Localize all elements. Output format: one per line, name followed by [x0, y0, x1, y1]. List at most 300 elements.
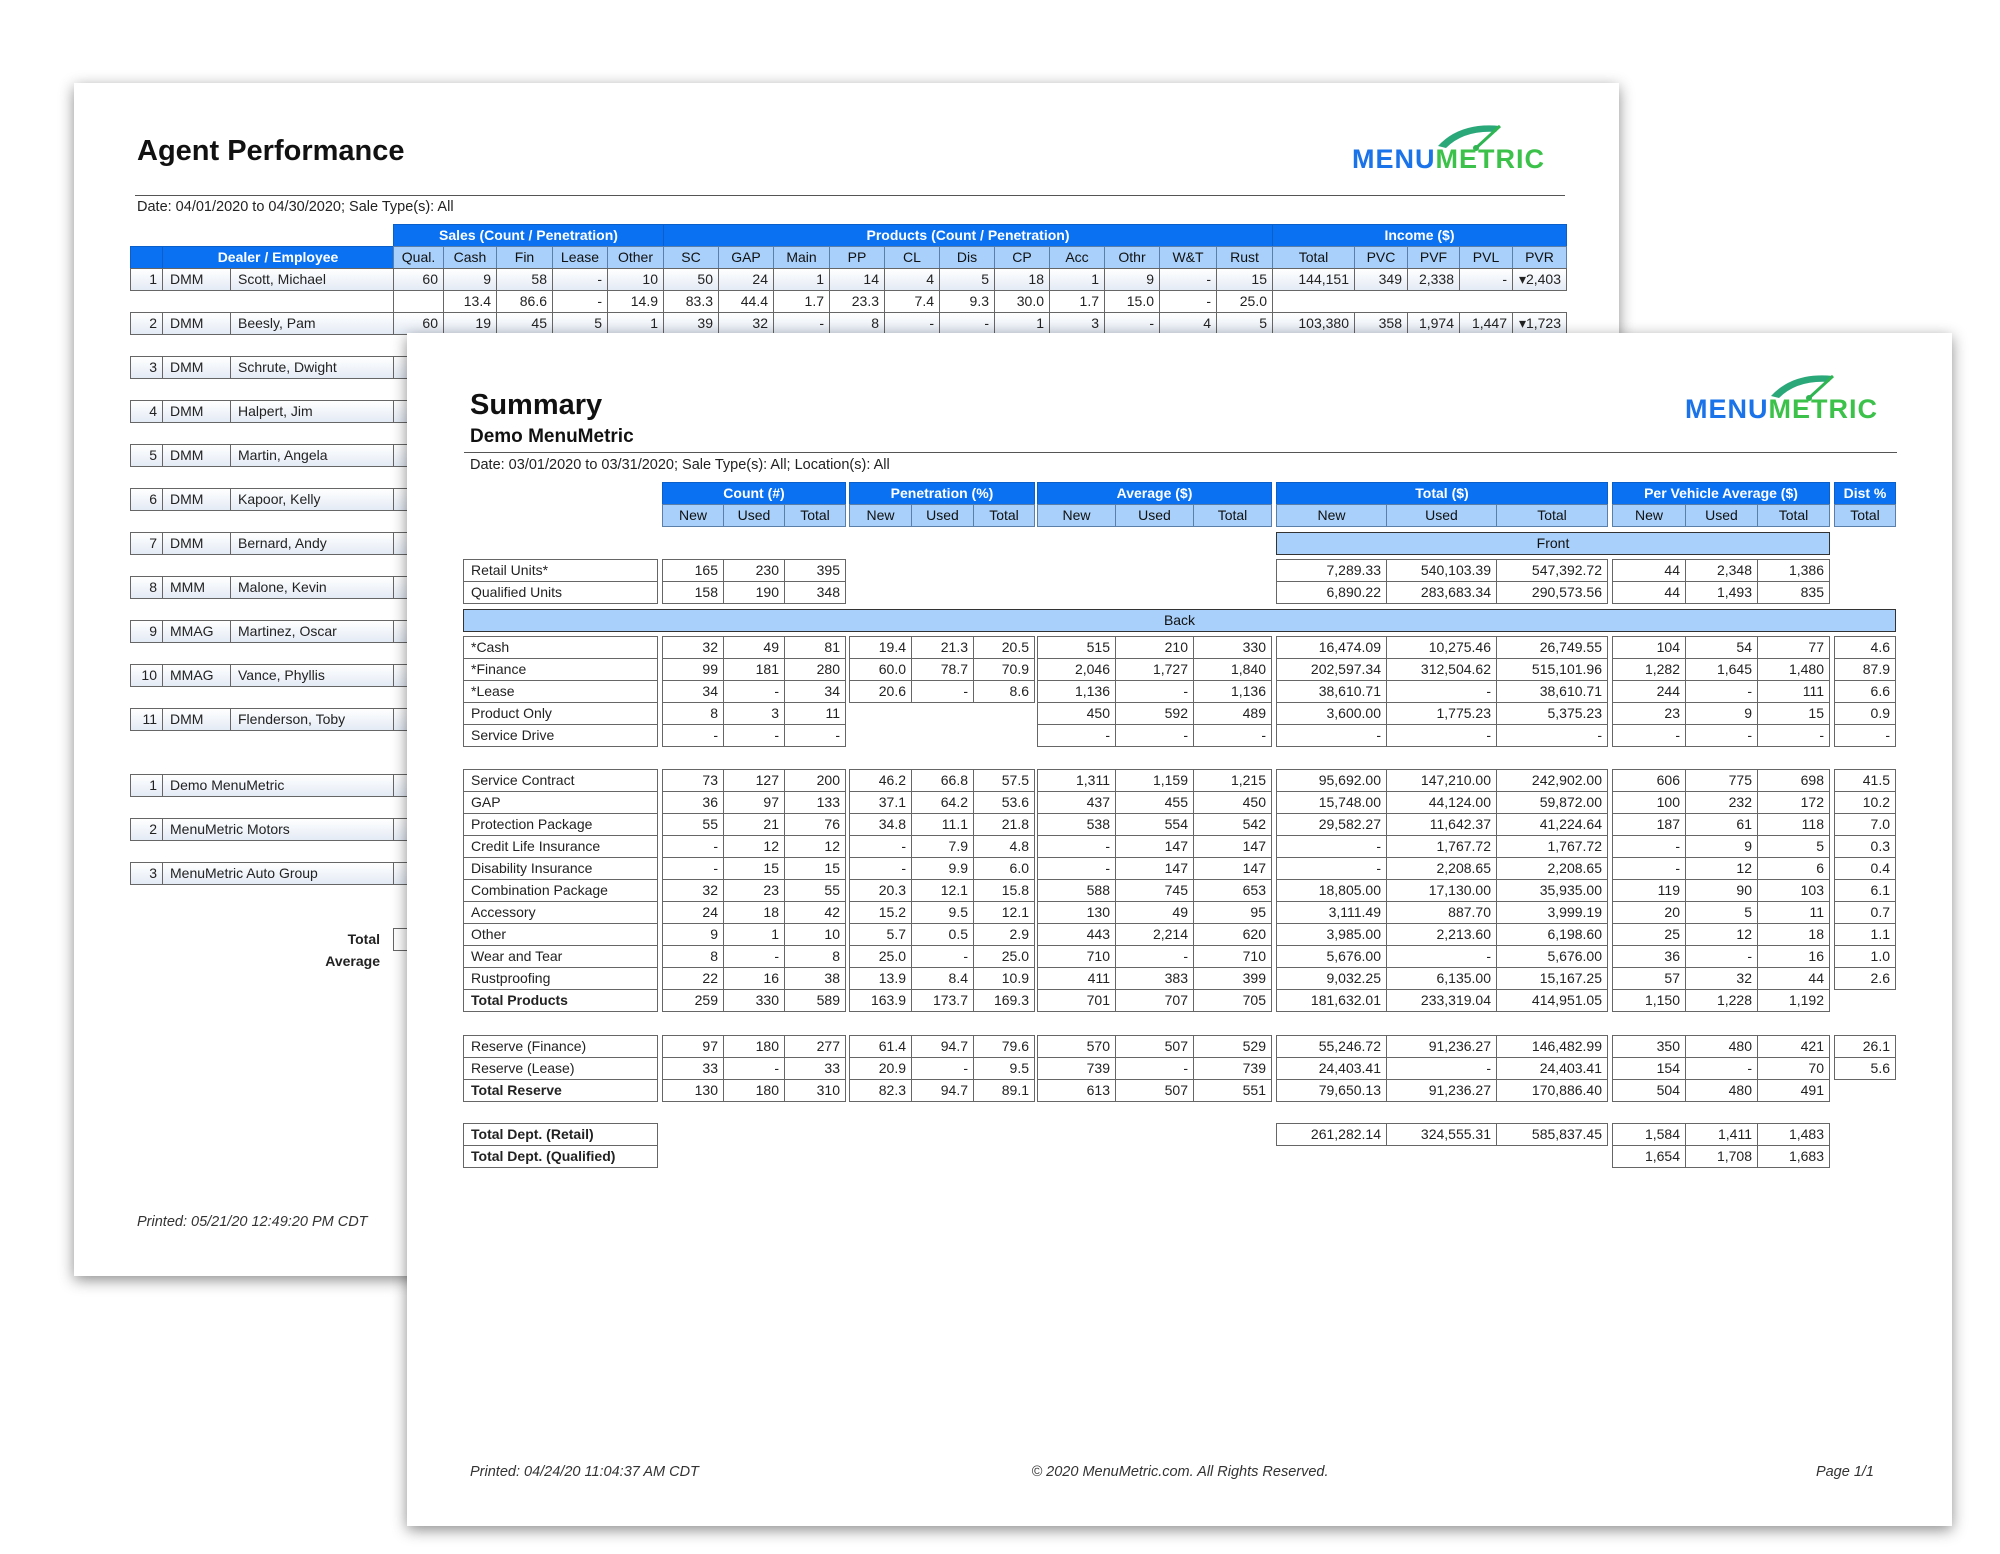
pva-cell: 835 [1757, 581, 1830, 604]
dealer-name: MenuMetric Motors [162, 818, 394, 841]
count-cell: 200 [784, 769, 846, 792]
average-label: Average [325, 953, 380, 969]
pen-cell: - [911, 945, 974, 968]
penetration-cell [393, 290, 444, 313]
total-cell: 15,167.25 [1496, 967, 1608, 990]
total-cell: 38,610.71 [1496, 680, 1608, 703]
pva-cell: 11 [1757, 901, 1830, 924]
penetration-cell: 30.0 [994, 290, 1050, 313]
row-label: Rustproofing [463, 967, 658, 990]
row-number: 6 [130, 488, 163, 511]
pva-cell: 5 [1685, 901, 1758, 924]
count-cell: 11 [784, 702, 846, 725]
total-cell: 887.70 [1386, 901, 1497, 924]
count-cell: 49 [723, 636, 785, 659]
count-cell: 130 [662, 1079, 724, 1102]
pva-cell: - [1757, 724, 1830, 747]
avg-cell: - [1037, 724, 1116, 747]
column-header-avg: New [1037, 504, 1116, 527]
count-cell: 589 [784, 989, 846, 1012]
svg-text:MENUMETRIC: MENUMETRIC [1685, 394, 1878, 424]
column-header: SC [663, 246, 719, 269]
section-band-front: Front [1276, 532, 1830, 555]
row-number: 2 [130, 818, 163, 841]
avg-cell: 1,311 [1037, 769, 1116, 792]
pva-cell: 61 [1685, 813, 1758, 836]
pen-cell: 20.5 [973, 636, 1035, 659]
count-cell: 133 [784, 791, 846, 814]
column-header-count: Total [784, 504, 846, 527]
menumetric-logo [1683, 370, 1893, 426]
pva-cell: 100 [1612, 791, 1686, 814]
avg-cell: 383 [1115, 967, 1194, 990]
count-cell: 81 [784, 636, 846, 659]
pva-cell: 504 [1612, 1079, 1686, 1102]
avg-cell: 455 [1115, 791, 1194, 814]
column-header-dist: Total [1834, 504, 1896, 527]
group-header-count: Count (#) [662, 482, 846, 505]
count-cell: 1 [773, 268, 830, 291]
count-cell: 73 [662, 769, 724, 792]
pva-cell: 1,386 [1757, 559, 1830, 582]
dist-cell: 41.5 [1834, 769, 1896, 792]
pen-cell: 94.7 [911, 1035, 974, 1058]
count-cell: 349 [1354, 268, 1408, 291]
pva-cell: 18 [1757, 923, 1830, 946]
count-cell: 34 [662, 680, 724, 703]
pen-cell: 79.6 [973, 1035, 1035, 1058]
avg-cell: 1,136 [1037, 680, 1116, 703]
column-header-number [130, 246, 163, 269]
count-cell: - [884, 312, 940, 335]
total-cell: 5,676.00 [1276, 945, 1387, 968]
row-label: Qualified Units [463, 581, 658, 604]
pva-cell: 154 [1612, 1057, 1686, 1080]
row-label: Reserve (Finance) [463, 1035, 658, 1058]
penetration-cell: 83.3 [663, 290, 719, 313]
count-cell: 1 [1049, 268, 1105, 291]
count-cell: 8 [784, 945, 846, 968]
penetration-cell: - [552, 290, 608, 313]
pva-cell: 1,584 [1612, 1123, 1686, 1146]
total-cell: 3,600.00 [1276, 702, 1387, 725]
column-header: Othr [1104, 246, 1160, 269]
count-cell: - [1104, 312, 1160, 335]
penetration-cell: - [1159, 290, 1217, 313]
dealer-code: DMM [162, 708, 231, 731]
count-cell: 18 [994, 268, 1050, 291]
count-cell: 24 [718, 268, 774, 291]
count-cell: 1,447 [1459, 312, 1513, 335]
pen-cell: 5.7 [849, 923, 912, 946]
avg-cell: 745 [1115, 879, 1194, 902]
pva-cell: 111 [1757, 680, 1830, 703]
pen-cell: - [911, 680, 974, 703]
count-cell: 42 [784, 901, 846, 924]
avg-cell: 592 [1115, 702, 1194, 725]
avg-cell: 450 [1037, 702, 1116, 725]
count-cell: 180 [723, 1079, 785, 1102]
pva-cell: 1,645 [1685, 658, 1758, 681]
column-header: PP [829, 246, 885, 269]
dist-cell: 87.9 [1834, 658, 1896, 681]
row-label: *Finance [463, 658, 658, 681]
avg-cell: 613 [1037, 1079, 1116, 1102]
count-cell: - [723, 724, 785, 747]
pen-cell: 34.8 [849, 813, 912, 836]
pen-cell: 2.9 [973, 923, 1035, 946]
pva-cell: - [1612, 835, 1686, 858]
column-header-pen: New [849, 504, 912, 527]
avg-cell: 411 [1037, 967, 1116, 990]
column-header-count: Used [723, 504, 785, 527]
dealer-code: DMM [162, 312, 231, 335]
pva-cell: 775 [1685, 769, 1758, 792]
total-cell: - [1386, 945, 1497, 968]
count-cell: 190 [723, 581, 785, 604]
total-cell: 35,935.00 [1496, 879, 1608, 902]
column-header: Fin [496, 246, 553, 269]
total-cell: 540,103.39 [1386, 559, 1497, 582]
count-cell: 45 [496, 312, 553, 335]
pen-cell: 20.6 [849, 680, 912, 703]
employee-name: Bernard, Andy [230, 532, 394, 555]
total-cell: 202,597.34 [1276, 658, 1387, 681]
count-cell: 5 [1216, 312, 1273, 335]
group-header-products: Products (Count / Penetration) [663, 224, 1273, 247]
group-header-income: Income ($) [1272, 224, 1567, 247]
count-cell: 32 [662, 879, 724, 902]
pen-cell: 6.0 [973, 857, 1035, 880]
total-cell: 24,403.41 [1276, 1057, 1387, 1080]
total-cell: 44,124.00 [1386, 791, 1497, 814]
pen-cell: 78.7 [911, 658, 974, 681]
avg-cell: - [1115, 945, 1194, 968]
avg-cell: 653 [1193, 879, 1272, 902]
pen-cell: 10.9 [973, 967, 1035, 990]
column-header: PVL [1459, 246, 1513, 269]
group-header-pen: Penetration (%) [849, 482, 1035, 505]
dealer-code: DMM [162, 268, 231, 291]
total-cell: - [1276, 724, 1387, 747]
count-cell: 60 [393, 312, 444, 335]
avg-cell: - [1115, 724, 1194, 747]
dealer-name: MenuMetric Auto Group [162, 862, 394, 885]
total-cell: 170,886.40 [1496, 1079, 1608, 1102]
pva-cell: 350 [1612, 1035, 1686, 1058]
count-cell: 24 [662, 901, 724, 924]
row-label: Product Only [463, 702, 658, 725]
avg-cell: 147 [1115, 857, 1194, 880]
count-cell: 9 [1104, 268, 1160, 291]
total-label: Total [347, 931, 380, 947]
count-cell: 358 [1354, 312, 1408, 335]
count-cell: - [552, 268, 608, 291]
avg-cell: 551 [1193, 1079, 1272, 1102]
avg-cell: 620 [1193, 923, 1272, 946]
total-cell: 283,683.34 [1386, 581, 1497, 604]
pen-cell: 89.1 [973, 1079, 1035, 1102]
total-cell: 59,872.00 [1496, 791, 1608, 814]
pen-cell: 70.9 [973, 658, 1035, 681]
pva-cell: 1,683 [1757, 1145, 1830, 1168]
pen-cell: 94.7 [911, 1079, 974, 1102]
pva-cell: 15 [1757, 702, 1830, 725]
row-label: Service Contract [463, 769, 658, 792]
pen-cell: 20.3 [849, 879, 912, 902]
total-cell: 6,890.22 [1276, 581, 1387, 604]
total-cell: 7,289.33 [1276, 559, 1387, 582]
count-cell: 19 [443, 312, 497, 335]
pva-cell: 118 [1757, 813, 1830, 836]
pva-cell: 119 [1612, 879, 1686, 902]
total-cell: 91,236.27 [1386, 1035, 1497, 1058]
penetration-cell: 86.6 [496, 290, 553, 313]
count-cell: 33 [662, 1057, 724, 1080]
count-cell: 4 [1159, 312, 1217, 335]
count-cell: 1,974 [1407, 312, 1460, 335]
pen-cell: 169.3 [973, 989, 1035, 1012]
count-cell: 58 [496, 268, 553, 291]
avg-cell: 450 [1193, 791, 1272, 814]
count-cell: 22 [662, 967, 724, 990]
count-cell: 50 [663, 268, 719, 291]
pen-cell: 0.5 [911, 923, 974, 946]
row-label: *Lease [463, 680, 658, 703]
count-cell: 230 [723, 559, 785, 582]
dealer-code: MMAG [162, 620, 231, 643]
pen-cell: 46.2 [849, 769, 912, 792]
column-header: GAP [718, 246, 774, 269]
printed-timestamp: Printed: 04/24/20 11:04:37 AM CDT [470, 1464, 699, 1480]
pva-cell: 232 [1685, 791, 1758, 814]
pva-cell: 606 [1612, 769, 1686, 792]
count-cell: 60 [393, 268, 444, 291]
avg-cell: 1,159 [1115, 769, 1194, 792]
avg-cell: 147 [1193, 857, 1272, 880]
total-cell: 3,985.00 [1276, 923, 1387, 946]
pen-cell: 64.2 [911, 791, 974, 814]
pva-cell: 70 [1757, 1057, 1830, 1080]
pva-cell: 1,282 [1612, 658, 1686, 681]
pen-cell: 12.1 [911, 879, 974, 902]
divider [464, 452, 1897, 453]
row-number: 9 [130, 620, 163, 643]
row-label: GAP [463, 791, 658, 814]
pva-cell: 36 [1612, 945, 1686, 968]
divider [135, 195, 1565, 196]
total-cell: 324,555.31 [1386, 1123, 1497, 1146]
dealer-code: DMM [162, 532, 231, 555]
total-cell: 2,208.65 [1386, 857, 1497, 880]
pen-cell: - [849, 835, 912, 858]
count-cell: 15 [784, 857, 846, 880]
pen-cell: 25.0 [973, 945, 1035, 968]
column-header-avg: Total [1193, 504, 1272, 527]
count-cell: - [723, 945, 785, 968]
column-header-count: New [662, 504, 724, 527]
dist-cell: 0.3 [1834, 835, 1896, 858]
pva-cell: 57 [1612, 967, 1686, 990]
avg-cell: 1,727 [1115, 658, 1194, 681]
pva-cell: 1,654 [1612, 1145, 1686, 1168]
dist-cell: 6.1 [1834, 879, 1896, 902]
row-label: Protection Package [463, 813, 658, 836]
section-band-back: Back [463, 609, 1896, 632]
total-cell: 18,805.00 [1276, 879, 1387, 902]
total-cell: 312,504.62 [1386, 658, 1497, 681]
count-cell: 5 [939, 268, 995, 291]
penetration-cell: 14.9 [607, 290, 664, 313]
pva-cell: 44 [1757, 967, 1830, 990]
avg-cell: 489 [1193, 702, 1272, 725]
count-cell: 277 [784, 1035, 846, 1058]
column-header: Lease [552, 246, 608, 269]
dealer-name: Demo MenuMetric [162, 774, 394, 797]
avg-cell: 443 [1037, 923, 1116, 946]
employee-name: Schrute, Dwight [230, 356, 394, 379]
pva-cell: 1,483 [1757, 1123, 1830, 1146]
count-cell: 33 [784, 1057, 846, 1080]
employee-name: Martinez, Oscar [230, 620, 394, 643]
count-cell: - [662, 835, 724, 858]
total-cell: 1,767.72 [1386, 835, 1497, 858]
column-header-avg: Used [1115, 504, 1194, 527]
avg-cell: 538 [1037, 813, 1116, 836]
count-cell: ▾1,723 [1512, 312, 1567, 335]
avg-cell: 147 [1193, 835, 1272, 858]
pen-cell: 13.9 [849, 967, 912, 990]
avg-cell: 49 [1115, 901, 1194, 924]
count-cell: - [662, 857, 724, 880]
count-cell: 38 [784, 967, 846, 990]
summary-page [407, 333, 1952, 1526]
pen-cell: 21.8 [973, 813, 1035, 836]
count-cell: 76 [784, 813, 846, 836]
svg-text:MENUMETRIC: MENUMETRIC [1352, 144, 1545, 174]
count-cell: 127 [723, 769, 785, 792]
pva-cell: 5 [1757, 835, 1830, 858]
total-cell: 1,767.72 [1496, 835, 1608, 858]
pen-cell: 53.6 [973, 791, 1035, 814]
count-cell: 1 [607, 312, 664, 335]
count-cell: 23 [723, 879, 785, 902]
row-label: Retail Units* [463, 559, 658, 582]
count-cell: 16 [723, 967, 785, 990]
pva-cell: 90 [1685, 879, 1758, 902]
pva-cell: 103 [1757, 879, 1830, 902]
pen-cell: 8.4 [911, 967, 974, 990]
penetration-cell: 44.4 [718, 290, 774, 313]
column-header: Total [1272, 246, 1355, 269]
column-header: Rust [1216, 246, 1273, 269]
total-cell: 261,282.14 [1276, 1123, 1387, 1146]
avg-cell: 739 [1193, 1057, 1272, 1080]
total-cell: 15,748.00 [1276, 791, 1387, 814]
row-label: Reserve (Lease) [463, 1057, 658, 1080]
count-cell: 158 [662, 581, 724, 604]
dist-cell: 5.6 [1834, 1057, 1896, 1080]
pen-cell: 9.9 [911, 857, 974, 880]
pva-cell: 187 [1612, 813, 1686, 836]
avg-cell: 1,136 [1193, 680, 1272, 703]
penetration-cell: 13.4 [443, 290, 497, 313]
total-cell: 16,474.09 [1276, 636, 1387, 659]
pva-cell: 1,708 [1685, 1145, 1758, 1168]
avg-cell: 739 [1037, 1057, 1116, 1080]
column-header: Cash [443, 246, 497, 269]
avg-cell: 330 [1193, 636, 1272, 659]
total-cell: 24,403.41 [1496, 1057, 1608, 1080]
avg-cell: 554 [1115, 813, 1194, 836]
avg-cell: 95 [1193, 901, 1272, 924]
pva-cell: 491 [1757, 1079, 1830, 1102]
avg-cell: 437 [1037, 791, 1116, 814]
row-number: 2 [130, 312, 163, 335]
total-cell: 17,130.00 [1386, 879, 1497, 902]
count-cell: 12 [723, 835, 785, 858]
pva-cell: 480 [1685, 1079, 1758, 1102]
dealer-code: DMM [162, 444, 231, 467]
group-header-avg: Average ($) [1037, 482, 1272, 505]
total-cell: 5,375.23 [1496, 702, 1608, 725]
column-header-total: Total [1496, 504, 1608, 527]
penetration-cell: 9.3 [939, 290, 995, 313]
pva-cell: 1,192 [1757, 989, 1830, 1012]
total-cell: 41,224.64 [1496, 813, 1608, 836]
count-cell: 10 [607, 268, 664, 291]
total-cell: 55,246.72 [1276, 1035, 1387, 1058]
count-cell: 348 [784, 581, 846, 604]
avg-cell: 705 [1193, 989, 1272, 1012]
pva-cell: 172 [1757, 791, 1830, 814]
dist-cell: 2.6 [1834, 967, 1896, 990]
employee-name: Beesly, Pam [230, 312, 394, 335]
pva-cell: 12 [1685, 857, 1758, 880]
page-subtitle: Demo MenuMetric [470, 426, 634, 447]
row-label: Combination Package [463, 879, 658, 902]
penetration-cell: 23.3 [829, 290, 885, 313]
total-cell: 9,032.25 [1276, 967, 1387, 990]
pva-cell: 20 [1612, 901, 1686, 924]
count-cell: 55 [662, 813, 724, 836]
count-cell: 3 [1049, 312, 1105, 335]
pen-cell: 8.6 [973, 680, 1035, 703]
pva-cell: 77 [1757, 636, 1830, 659]
row-label: *Cash [463, 636, 658, 659]
count-cell: - [723, 680, 785, 703]
avg-cell: 2,046 [1037, 658, 1116, 681]
count-cell: 330 [723, 989, 785, 1012]
row-number: 1 [130, 268, 163, 291]
penetration-cell: 1.7 [1049, 290, 1105, 313]
pva-cell: 1,480 [1757, 658, 1830, 681]
count-cell: 259 [662, 989, 724, 1012]
pva-cell: - [1612, 857, 1686, 880]
pen-cell: 163.9 [849, 989, 912, 1012]
avg-cell: 1,215 [1193, 769, 1272, 792]
dist-cell: 4.6 [1834, 636, 1896, 659]
pen-cell: 82.3 [849, 1079, 912, 1102]
group-header-dist: Dist % [1834, 482, 1896, 505]
pva-cell: 9 [1685, 835, 1758, 858]
count-cell: 9 [662, 923, 724, 946]
avg-cell: 507 [1115, 1035, 1194, 1058]
column-header-total: Used [1386, 504, 1497, 527]
column-header-total: New [1276, 504, 1387, 527]
column-header-pva: Used [1685, 504, 1758, 527]
column-header: Main [773, 246, 830, 269]
